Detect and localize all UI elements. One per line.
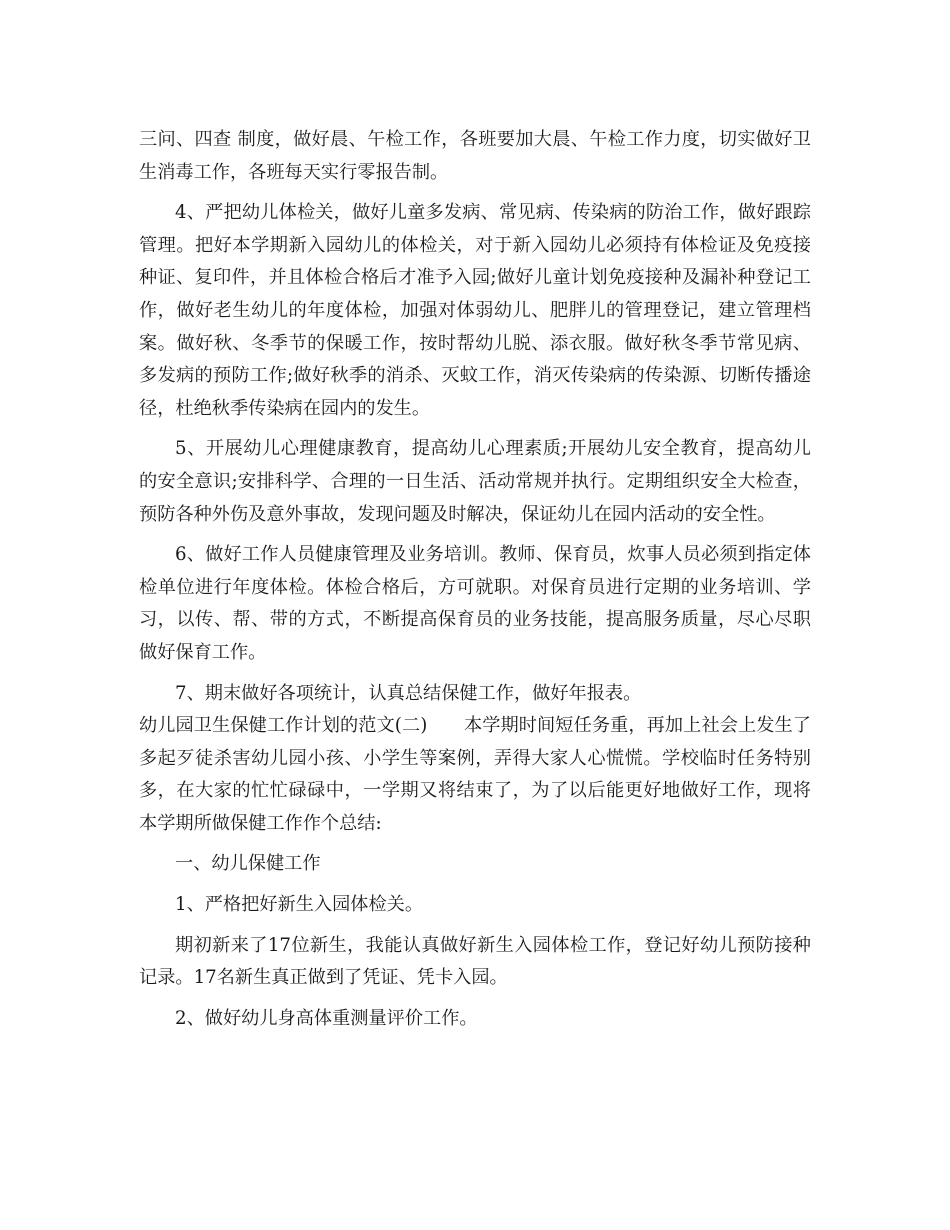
paragraph-item-7: 7、期末做好各项统计，认真总结保健工作，做好年报表。 — [175, 682, 642, 704]
document-page — [139, 124, 811, 1035]
paragraph-item-4: 4、严把幼儿体检关，做好儿童多发病、常见病、传染病的防治工作，做好跟踪管理。把好本学期新入园幼儿的体检关，对于新入园幼儿必须持有体检证及免疫接种证、复印件，并且体检合格后才准予入园;做好儿童计划免疫接种及漏补种登记工作，做好老生幼儿的年度体检，加强对体弱幼儿、肥胖儿的管理登记，建立管理档案。做好秋、冬季节的保暖工作，按时帮幼儿脱、添衣服。做好秋冬季节常见病、多发病的预防工作;做好秋季的消杀、灭蚊工作，消灭传染病的传染源、切断传播途径，杜绝秋季传染病在园内的发生。 — [139, 202, 811, 419]
paragraph-section-two: 幼儿园卫生保健工作计划的范文(二) 本学期时间短任务重，再加上社会上发生了多起歹徒杀害幼儿园小孩、小学生等案例，弄得大家人心慌慌。学校临时任务特别多，在大家的忙忙碌碌中，一学期又将结束了，为了以后能更好地做好工作，现将本学期所做保健工作作个总结: — [139, 715, 811, 834]
paragraph-subitem-2: 2、做好幼儿身高体重测量评价工作。 — [175, 1007, 478, 1029]
paragraph-new-students: 期初新来了17位新生，我能认真做好新生入园体检工作，登记好幼儿预防接种记录。17名新生真正做到了凭证、凭卡入园。 — [139, 934, 811, 989]
paragraph-item-6: 6、做好工作人员健康管理及业务培训。教师、保育员，炊事人员必须到指定体检单位进行年度体检。体检合格后，方可就职。对保育员进行定期的业务培训、学习，以传、帮、带的方式，不断提高保育员的业务技能，提高服务质量，尽心尽职做好保育工作。 — [139, 544, 811, 663]
paragraph-subitem-1: 1、严格把好新生入园体检关。 — [175, 894, 424, 916]
paragraph-item-5: 5、开展幼儿心理健康教育，提高幼儿心理素质;开展幼儿安全教育，提高幼儿的安全意识;安排科学、合理的一日生活、活动常规并执行。定期组织安全大检查，预防各种外伤及意外事故，发现问题及时解决，保证幼儿在园内活动的安全性。 — [139, 438, 811, 525]
section-heading-child-health: 一、幼儿保健工作 — [175, 853, 321, 875]
paragraph-hygiene-checks: 三问、四查 制度，做好晨、午检工作，各班要加大晨、午检工作力度，切实做好卫生消毒工作，各班每天实行零报告制。 — [139, 129, 811, 183]
